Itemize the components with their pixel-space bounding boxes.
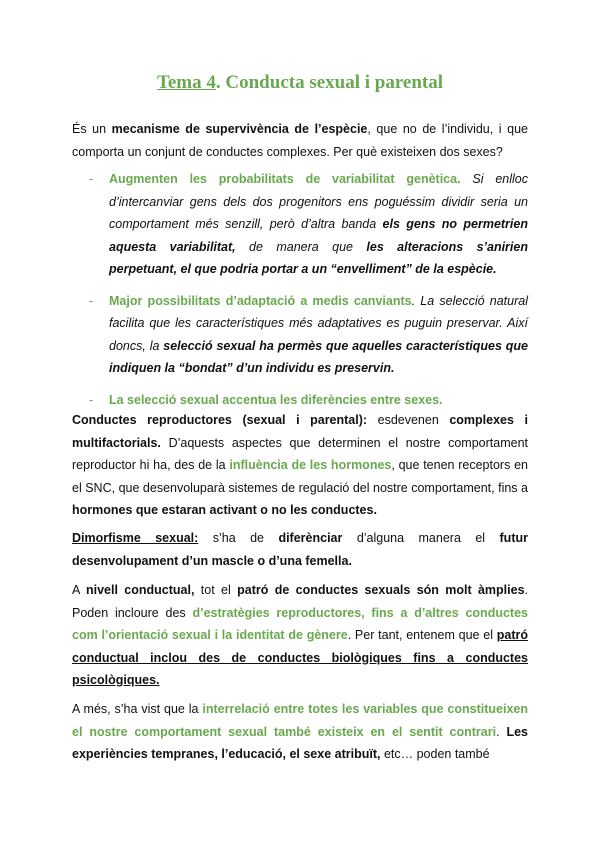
text-run: D’aquests aspectes que determinen el nostre comportament reproductor hi ha, des de la	[72, 435, 528, 472]
text-run: Dimorfisme sexual:	[72, 531, 199, 545]
text-run: influència de les hormones	[229, 458, 392, 472]
text-run: els gens no permetrien aquesta variabilitat,	[109, 217, 528, 254]
text-run: , que tenen receptors en el SNC, que desenvoluparà sistemes de regulació del nostre comportament, fins a	[72, 458, 528, 495]
title-number: Tema 4	[156, 72, 216, 93]
text-run: complexes i multifactorials.	[72, 413, 528, 450]
dimorphism-paragraph	[72, 527, 528, 572]
text-run: d’alguna manera el	[342, 531, 500, 545]
text-run: interrelació entre totes les variables que constitueixen el nostre comportament sexual també existeix en el sentit contrari	[72, 702, 528, 739]
text-run: Les experiències tempranes, l’educació, el sexe atribuït,	[72, 724, 528, 761]
text-run: s’ha de	[198, 531, 279, 545]
reproductive-behaviours-paragraph	[72, 409, 528, 522]
text-run: Si enlloc d’intercanviar gens dels dos progenitors ens poguéssim dividir seria un comportament més senzill, però d’altra banda	[109, 172, 528, 231]
text-run: A més, s’ha vist que la	[72, 702, 203, 716]
intro-paragraph	[72, 118, 528, 163]
text-run: És un	[72, 122, 112, 136]
text-run: , que no de l’individu, i que comporta un conjunt de conductes complexes. Per què existeixen dos sexes?	[72, 122, 528, 159]
text-run: diferènciar	[278, 531, 343, 545]
text-run: .	[496, 724, 507, 739]
list-item	[72, 389, 528, 412]
text-run: La selecció sexual accentua les diferències entre sexes.	[109, 392, 443, 407]
behavioural-level-paragraph	[72, 579, 528, 692]
reasons-list	[72, 168, 528, 420]
text-run: de manera que	[235, 239, 367, 254]
page-title	[0, 72, 600, 94]
text-run: esdevenen	[367, 413, 450, 427]
text-run: etc… poden també	[380, 747, 490, 761]
text-run: nivell conductual,	[86, 583, 195, 597]
text-run: A	[72, 583, 86, 597]
text-run: Major possibilitats d’adaptació a medis canviants	[109, 293, 412, 308]
bullet-dash: -	[89, 172, 94, 186]
text-run: futur desenvolupament d’un mascle o d’una femella.	[72, 531, 528, 568]
title-text: . Conducta sexual i parental	[215, 72, 444, 93]
text-run: patró de conductes sexuals són molt àmplies	[237, 583, 525, 597]
list-item	[72, 290, 528, 380]
text-run: selecció sexual ha permès que aquelles característiques que indiquen la “bondat” d’un individu es preservin.	[109, 338, 528, 375]
text-run: les alteracions s’anirien perpetuant, el que podria portar a un “envelliment” de la espècie.	[109, 239, 528, 276]
text-run: mecanisme de supervivència de l’espècie	[111, 122, 368, 136]
text-run: patró conductual inclou des de conductes biològiques fins a conductes psicològiques.	[72, 628, 528, 687]
interrelation-paragraph	[72, 698, 528, 766]
text-run: . La selecció natural facilita que les característiques més adaptatives es puguin preservar. Així doncs, la	[109, 293, 528, 353]
list-item	[72, 168, 528, 281]
text-run: Augmenten les probabilitats de variabilitat genètica.	[109, 172, 461, 186]
text-run: d’estratègies reproductores, fins a d’altres conductes com l’orientació sexual i la identitat de gènere	[72, 605, 528, 642]
text-run: . Poden incloure des	[72, 583, 529, 620]
text-run: tot el	[194, 583, 238, 597]
text-run: Conductes reproductores (sexual i parental):	[72, 413, 368, 427]
text-run: hormones que estaran activant o no les conductes.	[72, 503, 377, 517]
text-run: . Per tant, entenem que el	[347, 628, 497, 642]
bullet-dash: -	[89, 293, 94, 308]
bullet-dash: -	[89, 392, 94, 407]
